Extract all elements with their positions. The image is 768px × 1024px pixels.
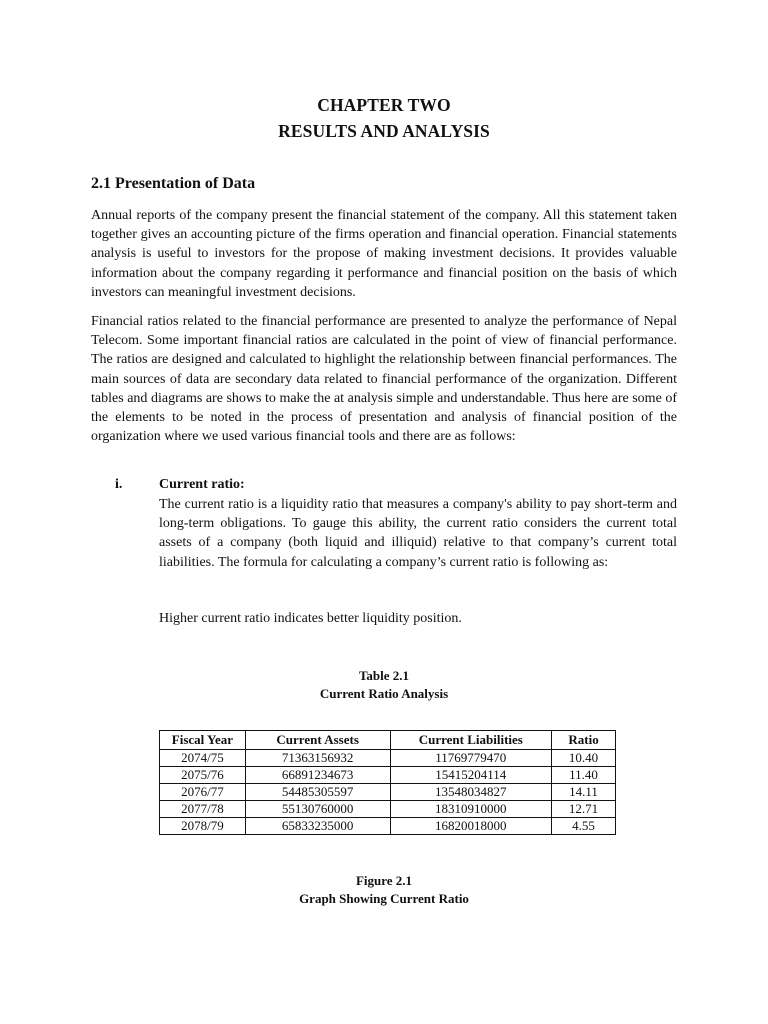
table-row [160,767,616,784]
cell-fiscal-year: 2075/76 [160,767,246,784]
table-row [160,750,616,767]
cell-current-liabilities: 15415204114 [390,767,552,784]
table-header-row [160,731,616,750]
cell-current-liabilities: 11769779470 [390,750,552,767]
header-ratio: Ratio [552,731,616,750]
cell-current-liabilities: 18310910000 [390,801,552,818]
cell-current-liabilities: 16820018000 [390,818,552,835]
paragraph-2: Financial ratios related to the financial performance are presented to analyze the performance of Nepal Telecom. Some important financial ratios are calculated in the point of view of financial performance. The ratios are designed and calculated to highlight the relationship between financial performances. The main sources of data are secondary data related to financial performance of the organization. Different tables and diagrams are shows to make the at analysis simple and understandable. Thus here are some of the elements to be noted in the process of presentation and analysis of financial position of the organization where we used various financial tools and there are as follows: [91,314,677,445]
table-row [160,801,616,818]
figure-title: Graph Showing Current Ratio [299,891,469,906]
figure-label: Figure 2.1 [355,873,413,888]
chapter-title: RESULTS AND ANALYSIS [278,121,490,141]
list-item-title: Current ratio: [159,477,245,492]
cell-ratio: 11.40 [552,767,616,784]
cell-fiscal-year: 2076/77 [160,784,246,801]
header-fiscal-year: Fiscal Year [160,731,246,750]
cell-current-assets: 65833235000 [245,818,390,835]
list-item-body: The current ratio is a liquidity ratio that measures a company's ability to pay short-term and long-term obligations. To gauge this ability, the current ratio considers the current total assets of a company (both liquid and illiquid) relative to that company’s current total liabilities. The formula for calculating a company’s current ratio is following as: [159,497,677,570]
cell-current-assets: 54485305597 [245,784,390,801]
header-current-assets: Current Assets [245,731,390,750]
current-ratio-table [159,730,616,835]
table-row [160,784,616,801]
cell-ratio: 4.55 [552,818,616,835]
cell-ratio: 14.11 [552,784,616,801]
paragraph-1: Annual reports of the company present the financial statement of the company. All this statement taken together gives an accounting picture of the firms operation and financial operation. Financial statements analysis is useful to investors for the propose of making investment decisions. It provides valuable information about the company regarding it performance and financial position on the basis of which investors can meaningful investment decisions. [91,208,677,300]
cell-ratio: 10.40 [552,750,616,767]
list-item-note: Higher current ratio indicates better liquidity position. [159,611,462,626]
list-item-number: i. [115,477,123,492]
chapter-number: CHAPTER TWO [317,95,451,115]
cell-fiscal-year: 2078/79 [160,818,246,835]
cell-fiscal-year: 2074/75 [160,750,246,767]
cell-ratio: 12.71 [552,801,616,818]
cell-fiscal-year: 2077/78 [160,801,246,818]
cell-current-assets: 66891234673 [245,767,390,784]
table-title: Current Ratio Analysis [319,686,449,701]
section-heading: 2.1 Presentation of Data [91,175,256,192]
table-row [160,818,616,835]
table-label: Table 2.1 [358,668,410,683]
cell-current-liabilities: 13548034827 [390,784,552,801]
cell-current-assets: 71363156932 [245,750,390,767]
cell-current-assets: 55130760000 [245,801,390,818]
header-current-liabilities: Current Liabilities [390,731,552,750]
